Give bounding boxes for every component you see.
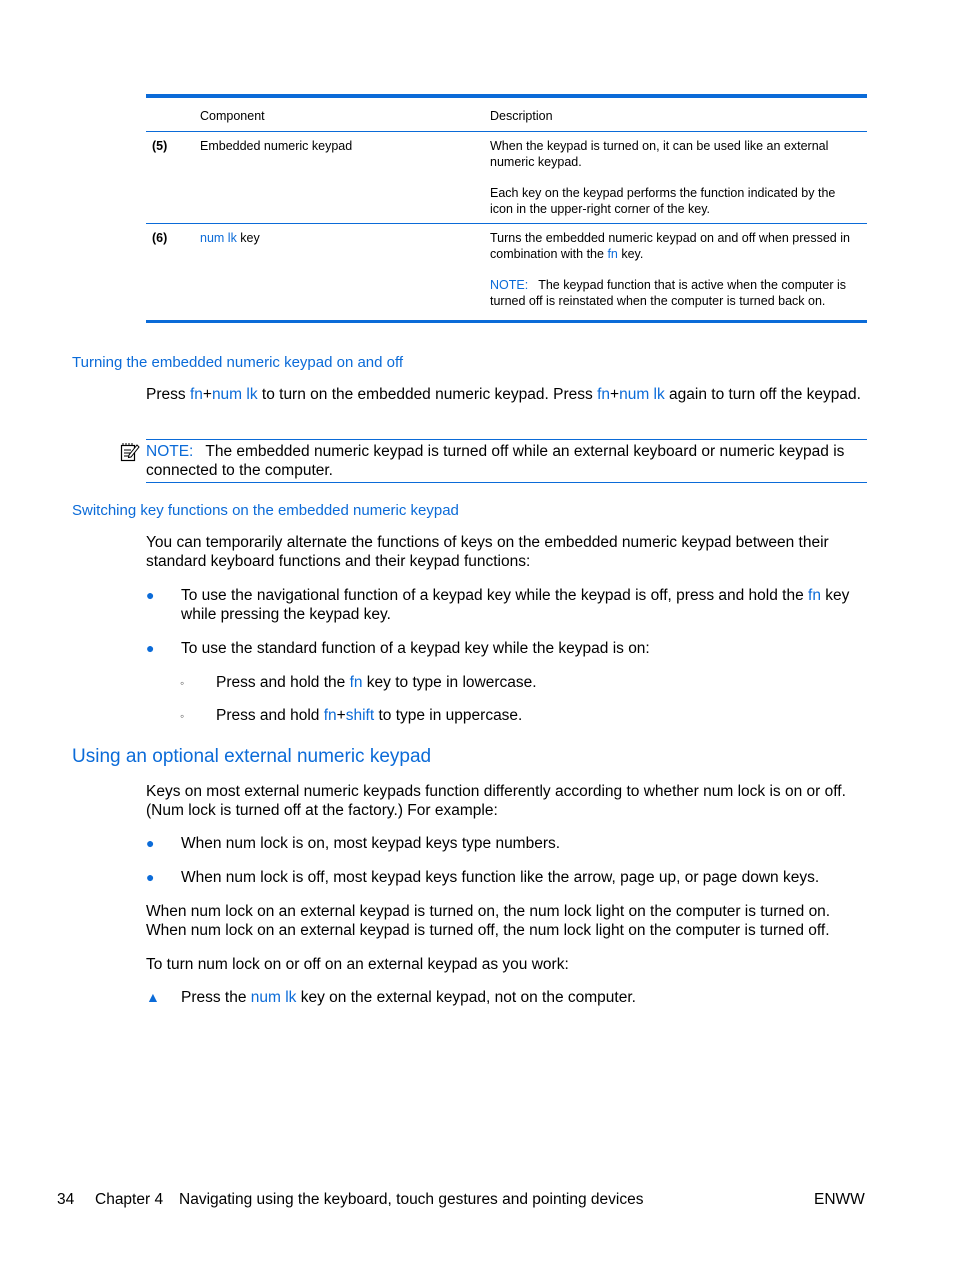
row-component: Embedded numeric keypad [200,139,353,153]
text: Press and hold the [216,674,350,691]
desc-text: key. [617,247,644,261]
page-number: 34 [57,1191,75,1208]
component-table [146,94,867,323]
sub-bullet-glyph: ◦ [180,709,185,723]
key-name: fn [189,386,203,403]
text: Press [146,386,190,403]
key-name: num lk [619,386,665,403]
note-content [146,442,864,480]
header-component: Component [200,109,265,123]
key-name: fn [607,247,618,261]
desc-paragraph: Each key on the keypad performs the function indicated by the icon in the upper-right corner of the key. [490,186,836,216]
paragraph: To turn num lock on or off on an external keypad as you work: [146,956,569,973]
note-box [146,439,867,483]
desc-note [490,277,860,309]
note-text: The embedded numeric keypad is turned off while an external keyboard or numeric keypad is connected to the computer. [146,443,845,479]
text: again to turn off the keypad. [664,386,861,403]
bullet-glyph: ● [146,835,155,851]
row-number: (5) [152,139,168,153]
text: Press and hold [216,707,324,724]
note-text: The keypad function that is active when the computer is turned off is reinstated when the computer is turned back on. [490,278,847,308]
bullet-glyph: ● [146,640,155,656]
paragraph: Keys on most external numeric keypads function differently according to whether num lock is on or off. (Num lock is turned off at the factory.) For example: [146,783,846,819]
key-name: fn [808,587,821,604]
list-item: When num lock is on, most keypad keys type numbers. [181,835,561,852]
section-heading: Turning the embedded numeric keypad on and off [72,354,404,371]
list-item: When num lock is off, most keypad keys function like the arrow, page up, or page down keys. [181,869,820,886]
desc-paragraph: When the keypad is turned on, it can be used like an external numeric keypad. [490,139,829,169]
key-name: fn [349,674,363,691]
sub-list-item [216,673,856,692]
sub-bullet-glyph: ◦ [180,676,185,690]
text: key to type in lowercase. [362,674,537,691]
row-component [200,230,260,246]
bullet-glyph: ● [146,869,155,885]
table-row [146,223,867,320]
step-item [181,988,861,1007]
text: + [202,386,212,403]
text: + [336,707,346,724]
note-label: NOTE: [490,278,529,292]
list-item [181,586,861,624]
step-triangle-icon: ▲ [146,989,160,1005]
note-icon [120,442,140,462]
component-suffix: key [236,231,260,245]
section-heading: Switching key functions on the embedded numeric keypad [72,502,459,519]
key-name: num lk [200,231,237,245]
desc-text: Turns the embedded numeric keypad on and off when pressed in combination with the [490,231,850,261]
header-description: Description [490,109,553,123]
key-name: num lk [250,989,297,1006]
table-header-row [146,98,867,131]
row-description [490,138,860,232]
footer-chapter: Chapter 4 [95,1191,164,1208]
text: To use the navigational function of a keypad key while the keypad is off, press and hold the [181,587,809,604]
row-description [490,230,860,324]
key-name: num lk [211,386,258,403]
table-row [146,131,867,223]
sub-list-item [216,706,856,725]
note-label: NOTE: [146,443,194,460]
bullet-glyph: ● [146,587,155,603]
text: + [610,386,620,403]
text: key while pressing the keypad key. [181,587,850,623]
paragraph [146,385,861,404]
text: to turn on the embedded numeric keypad. Press [257,386,598,403]
paragraph: You can temporarily alternate the functions of keys on the embedded numeric keypad between their standard keyboard functions and their keypad functions: [146,534,829,570]
footer-title: Navigating using the keyboard, touch gestures and pointing devices [179,1191,644,1208]
text: Press the [181,989,251,1006]
row-number: (6) [152,231,168,245]
list-item: To use the standard function of a keypad key while the keypad is on: [181,640,650,657]
footer-locale: ENWW [814,1191,865,1208]
key-name: fn [597,386,611,403]
paragraph: When num lock on an external keypad is turned on, the num lock light on the computer is turned on. When num lock on an external keypad is turned off, the num lock light on the computer is turned off. [146,903,831,939]
text: key on the external keypad, not on the computer. [296,989,636,1006]
key-name: shift [345,707,375,724]
text: to type in uppercase. [374,707,523,724]
desc-paragraph [490,230,860,262]
section-heading: Using an optional external numeric keypad [72,746,432,767]
key-name: fn [323,707,337,724]
